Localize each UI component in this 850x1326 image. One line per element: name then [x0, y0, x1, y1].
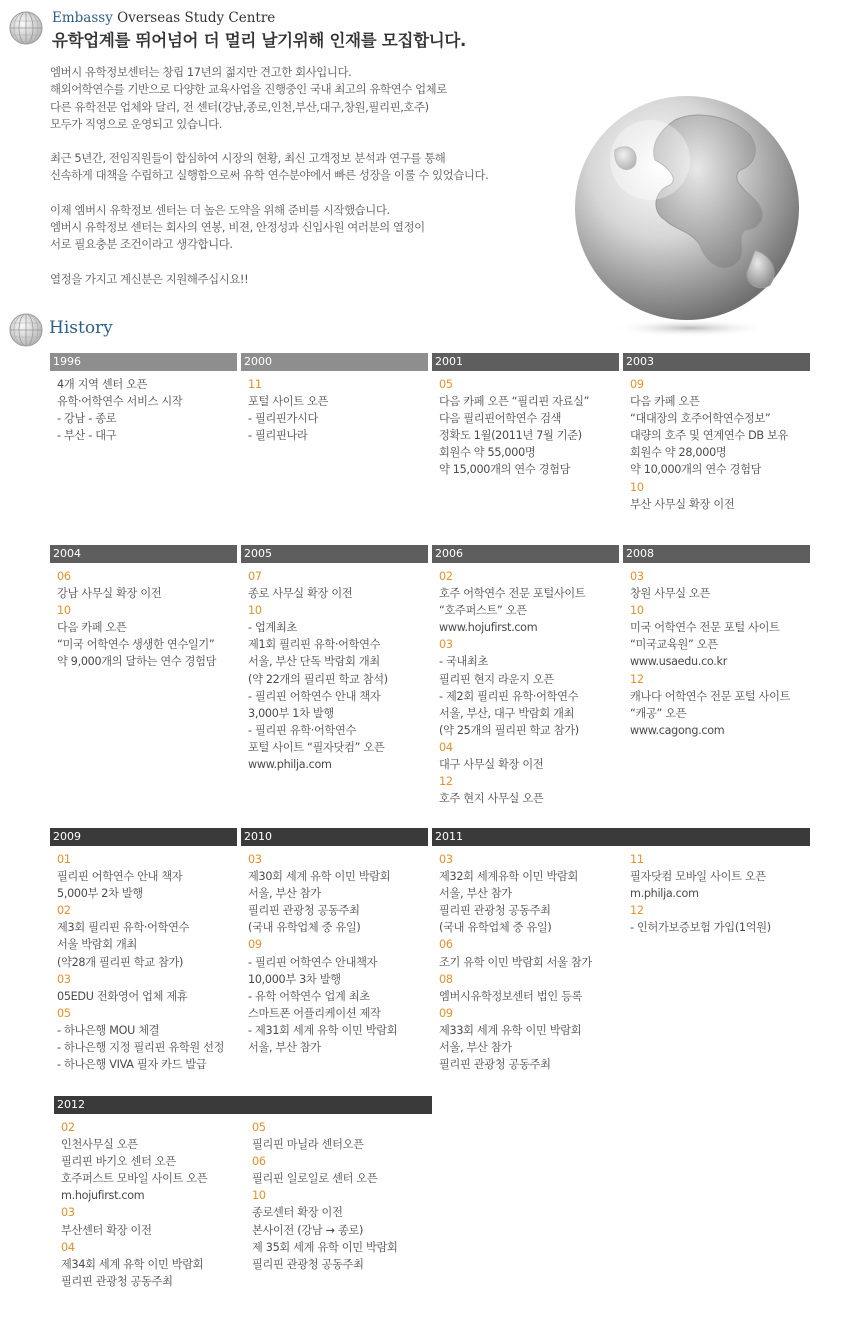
history-month: 02 [57, 904, 71, 918]
intro-line: 모두가 직영으로 운영되고 있습니다. [50, 116, 222, 131]
history-entry: 호주 어학연수 전문 포털사이트 [439, 587, 586, 601]
history-entry: m.philja.com [630, 887, 699, 901]
history-entry: 다음 카페 오픈 “필리핀 자료실” [439, 395, 590, 409]
history-entry: “대대장의 호주어학연수정보” [630, 412, 771, 426]
history-block [241, 353, 428, 444]
history-month: 10 [630, 604, 644, 618]
history-entry: 부산 사무실 확장 이전 [630, 497, 735, 511]
history-entry: 서울, 부산 참가 [248, 1041, 321, 1055]
year-bar: 2000 [241, 353, 428, 371]
history-entries [623, 846, 810, 936]
history-entry: - 하나은행 VIVA 필자 카드 발급 [57, 1058, 207, 1072]
history-entries [50, 846, 237, 1073]
history-block [50, 545, 237, 671]
history-entry: “캐공” 오픈 [630, 706, 687, 720]
history-entry: 약 15,000개의 연수 경험담 [439, 463, 571, 477]
history-month: 05 [252, 1121, 266, 1134]
history-entry: 회원수 약 55,000명 [439, 446, 536, 460]
history-entry: 다음 카페 오픈 [57, 621, 127, 635]
history-entry: 약 9,000개의 달하는 연수 경험담 [57, 655, 217, 669]
intro-line: 이제 엠버시 유학정보 센터는 더 높은 도약을 위해 준비를 시작했습니다. [50, 202, 390, 217]
history-month: 07 [248, 570, 262, 583]
history-entry: 호주 현지 사무실 오픈 [439, 792, 544, 806]
history-block [623, 545, 810, 739]
history-entry: (약28개 필리핀 학교 참가) [57, 955, 184, 969]
history-entries [623, 563, 810, 739]
history-entry: (국내 유학업체 중 유일) [248, 921, 361, 935]
history-month: 03 [248, 853, 262, 866]
history-entry: 서울, 부산 참가 [439, 887, 512, 901]
history-entry: 호주퍼스트 모바일 사이트 오픈 [61, 1172, 208, 1186]
history-entry: 필리핀 현지 라운지 오픈 [439, 672, 554, 686]
history-block [241, 828, 428, 1056]
history-month: 11 [630, 853, 644, 866]
page-headline: 유학업계를 뛰어넘어 더 멀리 날기위해 인재를 모집합니다. [52, 31, 466, 50]
history-entries [241, 371, 428, 444]
history-month: 10 [248, 604, 262, 618]
history-entry: 다음 필리핀어학연수 검색 [439, 412, 562, 426]
history-entry: - 필리핀 어학연수 안내 책자 [248, 689, 381, 703]
history-entry: 필리핀 바기오 센터 오픈 [61, 1155, 176, 1169]
history-entry: 필리핀 일로일로 센터 오픈 [252, 1172, 378, 1186]
history-entry: 회원수 약 28,000명 [630, 446, 727, 460]
history-month: 03 [439, 638, 453, 652]
intro-line: 해외어학연수를 기반으로 다양한 교육사업을 진행중인 국내 최고의 유학연수 업체로 [50, 82, 447, 97]
history-month: 05 [57, 1006, 71, 1020]
history-entry: 필리핀 관광청 공동주최 [439, 904, 551, 918]
history-entry: 3,000부 1차 발행 [248, 706, 334, 720]
year-bar: 1996 [50, 353, 237, 371]
history-entry: “호주퍼스트” 오픈 [439, 604, 527, 618]
history-entry: 본사이전 (강남 → 종로) [252, 1223, 364, 1237]
history-entry: 제30회 세계 유학 이민 박람회 [248, 870, 391, 884]
history-entry: 제1회 필리핀 유학·어학연수 [248, 638, 381, 652]
history-month: 02 [61, 1121, 75, 1134]
history-block [241, 545, 428, 773]
intro-line: 서로 필요충분 조건이라고 생각합니다. [50, 237, 233, 252]
year-bar: 2010 [241, 828, 428, 846]
history-entry: - 하나은행 지정 필리핀 유학원 선정 [57, 1041, 225, 1055]
history-month: 05 [439, 378, 453, 391]
history-entry: 5,000부 2차 발행 [57, 887, 143, 901]
year-bar: 2011 [432, 828, 810, 846]
history-entry: - 부산 - 대구 [57, 429, 117, 443]
intro-line: 신속하게 대책을 수립하고 실행함으로써 유학 연수분야에서 빠른 성장을 이룰 수 있었습니다. [50, 168, 489, 183]
intro-paragraph [50, 202, 570, 254]
history-entry: - 제31회 세계 유학 이민 박람회 [248, 1023, 398, 1037]
history-entry: - 필리핀 어학연수 안내책자 [248, 955, 378, 969]
history-month: 10 [57, 604, 71, 618]
history-entry: (약 22개의 필리핀 학교 참석) [248, 672, 388, 686]
history-entries [245, 1114, 432, 1273]
history-entry: 필리핀 관광청 공동주최 [439, 1058, 551, 1072]
year-bar: 2004 [50, 545, 237, 563]
year-bar: 2001 [432, 353, 619, 371]
history-entry: - 필리핀가시다 [248, 412, 319, 426]
history-entry: 종로센터 확장 이전 [252, 1206, 343, 1220]
intro-line: 엠버시 유학정보 센터는 회사의 연봉, 비젼, 안정성과 신입사원 여러분의 열정이 [50, 220, 425, 235]
history-month: 04 [61, 1240, 75, 1254]
history-entry: 유학·어학연수 서비스 시작 [57, 395, 183, 409]
history-month: 08 [439, 972, 453, 986]
history-entry: 조기 유학 이민 박람회 서울 참가 [439, 955, 592, 969]
history-entry: 포털 사이트 “필자닷컴” 오픈 [248, 740, 385, 754]
intro-line: 열정을 가지고 계신분은 지원해주십시요!! [50, 271, 249, 286]
history-entry: 서울 박람회 개최 [57, 938, 138, 952]
history-entry: 대구 사무실 확장 이전 [439, 758, 544, 772]
intro-paragraph [50, 150, 570, 185]
globe-icon [8, 312, 44, 348]
history-entry: - 인허가보증보험 가입(1억원) [630, 921, 771, 935]
history-entry: 창원 사무실 오픈 [630, 587, 711, 601]
history-month: 06 [439, 938, 453, 952]
history-entry: 필자닷컴 모바일 사이트 오픈 [630, 870, 766, 884]
history-entry: 대량의 호주 및 연계연수 DB 보유 [630, 429, 789, 443]
intro-paragraph [50, 271, 570, 288]
history-block [432, 545, 619, 807]
history-heading: History [49, 318, 113, 338]
history-entry: 제34회 세계 유학 이민 박람회 [61, 1257, 204, 1271]
globe-icon [8, 10, 44, 46]
history-entry: www.cagong.com [630, 723, 725, 737]
history-entry: www.usaedu.co.kr [630, 655, 728, 669]
history-entry: 필리핀 어학연수 안내 책자 [57, 870, 183, 884]
intro-line: 다른 유학전문 업체와 달리, 전 센터(강남,종로,인천,부산,대구,창원,필리핀,호주) [50, 99, 429, 114]
history-block [50, 353, 237, 444]
history-entry: 05EDU 전화영어 업체 제휴 [57, 989, 188, 1003]
history-month: 09 [630, 378, 644, 391]
history-entry: 서울, 부산, 대구 박람회 개최 [439, 706, 575, 720]
intro-text [50, 64, 570, 305]
history-entry: - 국내최초 [439, 655, 489, 669]
history-entries [241, 846, 428, 1056]
history-entry: 필리핀 마닐라 센터오픈 [252, 1138, 364, 1152]
history-entry: - 유학 어학연수 업계 최초 [248, 989, 370, 1003]
history-entry: 스마트폰 어플리케이션 제작 [248, 1006, 381, 1020]
year-bar: 2006 [432, 545, 619, 563]
history-entry: 부산센터 확장 이전 [61, 1223, 152, 1237]
history-month: 03 [439, 853, 453, 866]
history-entry: 서울, 부산 단독 박람회 개최 [248, 655, 380, 669]
history-entry: 미국 어학연수 전문 포털 사이트 [630, 621, 780, 635]
year-bar: 2008 [623, 545, 810, 563]
history-entries [432, 371, 619, 479]
history-entry: 강남 사무실 확장 이전 [57, 587, 162, 601]
history-entry: - 하나은행 MOU 체결 [57, 1023, 160, 1037]
history-month: 06 [57, 570, 71, 583]
history-entry: 제3회 필리핀 유학·어학연수 [57, 921, 190, 935]
history-entry: 필리핀 관광청 공동주최 [252, 1257, 364, 1271]
history-block [623, 353, 810, 513]
history-entries [623, 371, 810, 513]
history-entry: m.hojufirst.com [61, 1189, 145, 1203]
intro-line: 최근 5년간, 전임직원들이 합심하여 시장의 현황, 최신 고객정보 분석과 연구를 통해 [50, 151, 446, 166]
history-entry: 정확도 1윌(2011년 7월 기준) [439, 429, 582, 443]
year-bar: 2009 [50, 828, 237, 846]
history-month: 03 [61, 1206, 75, 1220]
history-entry: - 강남 - 종로 [57, 412, 117, 426]
history-entry: 인천사무실 오픈 [61, 1138, 138, 1152]
history-entry: www.philja.com [248, 758, 332, 772]
history-entry: 제32회 세계유학 이민 박람회 [439, 870, 578, 884]
year-bar: 2012 [54, 1096, 432, 1114]
history-entry: 약 10,000개의 연수 경험담 [630, 463, 762, 477]
history-entry: 제 35회 세계 유학 이민 박람회 [252, 1240, 398, 1254]
history-entry: (국내 유학업체 중 유일) [439, 921, 552, 935]
history-entry: 서울, 부산 참가 [248, 887, 321, 901]
history-block [50, 828, 237, 1073]
history-month: 02 [439, 570, 453, 583]
history-entry: 필리핀 관광청 공동주최 [61, 1274, 173, 1288]
history-block [432, 353, 619, 479]
history-entries [50, 371, 237, 444]
history-entry: 필리핀 관광청 공동주최 [248, 904, 360, 918]
history-entry: - 업계최초 [248, 621, 298, 635]
brand-name: Embassy Overseas Study Centre [52, 10, 276, 26]
history-entry: 서울, 부산 참가 [439, 1041, 512, 1055]
history-entry: “미국 어학연수 생생한 연수일기” [57, 638, 215, 652]
history-month: 12 [630, 904, 644, 918]
history-month: 11 [248, 378, 262, 391]
history-month: 03 [630, 570, 644, 583]
history-entries [241, 563, 428, 773]
history-entry: 다음 카페 오픈 [630, 395, 700, 409]
history-entry: 종로 사무실 확장 이전 [248, 587, 353, 601]
history-month: 01 [57, 853, 71, 866]
intro-line: 엠버시 유학정보센터는 창립 17년의 젊지만 견고한 회사입니다. [50, 65, 352, 79]
history-month: 04 [439, 740, 453, 754]
history-entry: 포털 사이트 오픈 [248, 395, 329, 409]
history-entry: 10,000부 3차 발행 [248, 972, 341, 986]
history-month: 10 [630, 480, 644, 494]
history-month: 10 [252, 1189, 266, 1203]
history-entry: 캐나다 어학연수 전문 포털 사이트 [630, 689, 791, 703]
history-entry: www.hojufirst.com [439, 621, 538, 635]
history-month: 03 [57, 972, 71, 986]
year-bar: 2003 [623, 353, 810, 371]
history-block [245, 1096, 432, 1273]
history-entry: “미국교육원” 오픈 [630, 638, 718, 652]
history-month: 12 [439, 775, 453, 789]
history-month: 06 [252, 1155, 266, 1169]
history-entry: (약 25개의 필리핀 학교 참가) [439, 723, 579, 737]
history-month: 09 [248, 938, 262, 952]
history-entries [432, 563, 619, 807]
year-bar: 2005 [241, 545, 428, 563]
history-entry: 4개 지역 센터 오픈 [57, 378, 148, 391]
history-entry: - 제2회 필리핀 유학·어학연수 [439, 689, 579, 703]
history-entry: 제33회 세계 유학 이민 박람회 [439, 1023, 582, 1037]
history-entries [50, 563, 237, 671]
history-month: 12 [630, 672, 644, 686]
intro-paragraph [50, 64, 570, 133]
history-month: 09 [439, 1006, 453, 1020]
history-entry: - 필리핀나라 [248, 429, 308, 443]
large-globe-icon [555, 80, 815, 340]
history-block [623, 828, 810, 936]
history-entry: - 필리핀 유학·어학연수 [248, 723, 357, 737]
history-entry: 엠버시유학정보센터 법인 등록 [439, 989, 583, 1003]
